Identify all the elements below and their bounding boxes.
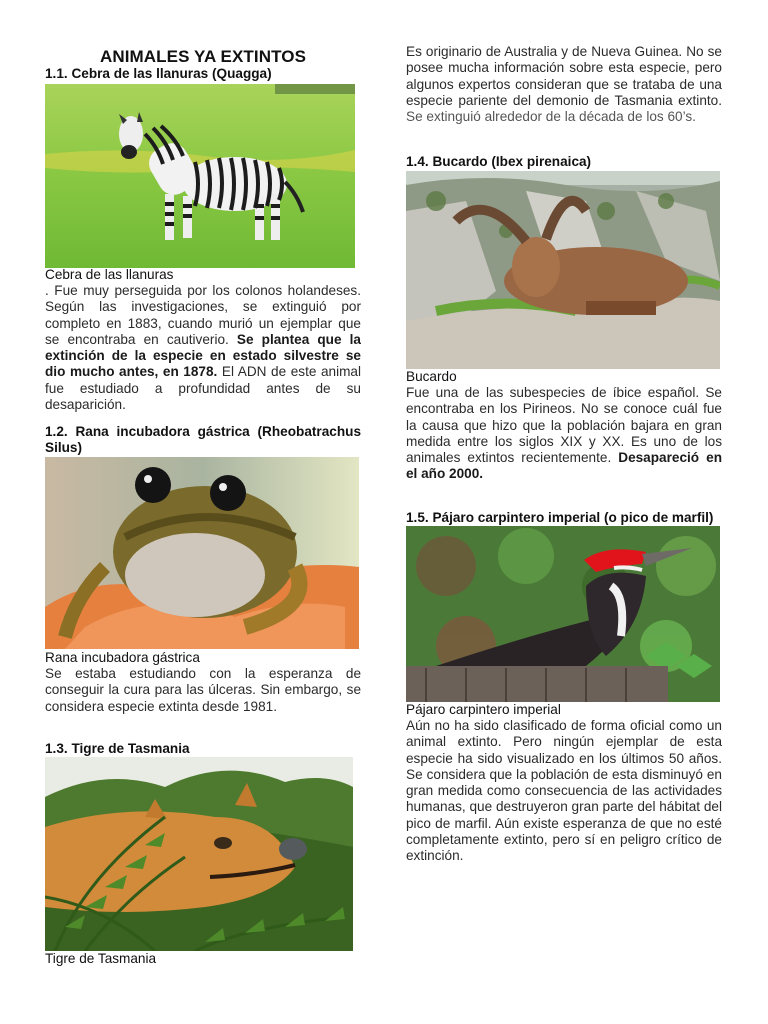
paragraph-text: Fue una de las subespecies de íbice español. Se encontraba en los Pirineos. No se conoce cuál fue la causa que hizo que la población bajara en gran medida entre los siglos XIX y XX. Es uno de los animales extintos recientemente. — [406, 385, 722, 466]
paragraph-woodpecker — [406, 718, 722, 865]
section-heading-quagga: 1.1. Cebra de las llanuras (Quagga) — [45, 66, 272, 81]
paragraph-text: Es originario de Australia y de Nueva Guinea. No se posee mucha información sobre esta especie, pero algunos expertos consideran que se trataba de una especie pariente del demonio de Tasmania extinto. — [406, 44, 722, 108]
paragraph-thylacine — [406, 44, 722, 125]
paragraph-text: El ADN de este animal fue estudiado a profundidad antes de su desaparición. — [45, 364, 362, 413]
thylacine-image — [45, 757, 353, 951]
section-heading-thylacine: 1.3. Tigre de Tasmania — [45, 741, 190, 756]
paragraph-quagga — [45, 283, 361, 413]
section-heading-bucardo: 1.4. Bucardo (Ibex pirenaica) — [406, 154, 592, 169]
frog-image — [45, 457, 359, 649]
zebra-image — [45, 84, 355, 268]
paragraph-text: . Fue muy perseguida por los colonos holandeses. Según las investigaciones, se extinguió por completo en 1883, cuando murió un ejemplar que se encontraba en cautiverio. — [45, 283, 361, 347]
woodpecker-image — [406, 526, 720, 702]
section-heading-woodpecker: 1.5. Pájaro carpintero imperial (o pico de marfil) — [406, 510, 714, 525]
section-heading-gastric-frog: 1.2. Rana incubadora gástrica (Rheobatrachus Silus) — [45, 424, 361, 455]
image-caption-quagga: Cebra de las llanuras — [45, 267, 174, 282]
paragraph-text: Aún no ha sido clasificado de forma oficial como un animal extinto. Pero ningún ejemplar de esta especie ha sido visualizado en los últimos 50 años. Se considera que la población de esta disminuyó en gran medida como consecuencia de las actividades humanas, que destruyeron gran parte del hábitat del pico de marfil. Aún existe esperanza de que no esté completamente extinto, pero sí en peligro crítico de extinción. — [406, 718, 722, 864]
image-caption-bucardo: Bucardo — [406, 369, 457, 384]
paragraph-text: Se estaba estudiando con la esperanza de conseguir la cura para las úlceras. Sin embargo, se considera especie extinta desde 1981. — [45, 666, 361, 714]
paragraph-gastric-frog — [45, 666, 361, 715]
paragraph-bucardo — [406, 385, 722, 483]
paragraph-bold-text: Desapareció en el año 2000. — [406, 450, 722, 482]
ibex-image — [406, 171, 720, 369]
paragraph-bold-text: Se plantea que la extinción de la especie en estado silvestre se dio mucho antes, en 1878. — [45, 331, 361, 380]
image-caption-gastric-frog: Rana incubadora gástrica — [45, 650, 200, 665]
paragraph-text-light: Se extinguió alrededor de la década de los 60’s. — [406, 109, 696, 125]
image-caption-woodpecker: Pájaro carpintero imperial — [406, 702, 561, 717]
image-caption-thylacine: Tigre de Tasmania — [45, 951, 157, 966]
page-title: ANIMALES YA EXTINTOS — [99, 47, 307, 66]
